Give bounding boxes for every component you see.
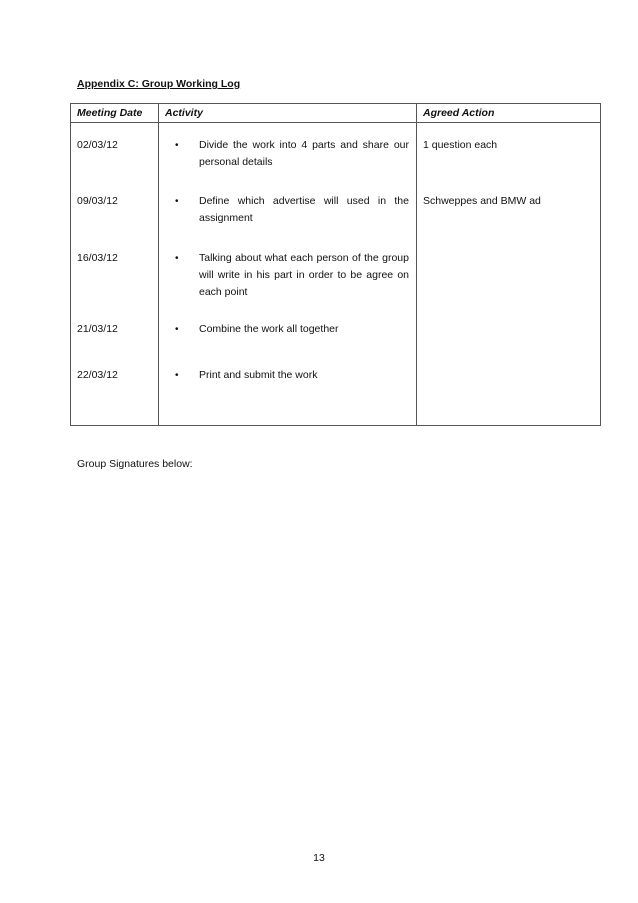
row-4-activity: [175, 321, 409, 338]
header-activity: Activity: [159, 104, 417, 123]
activity-column: [159, 123, 417, 426]
row-4-activity-text: Combine the work all together: [199, 323, 339, 335]
bullet-icon: •: [175, 196, 179, 207]
row-1-date: 02/03/12: [77, 139, 118, 151]
bullet-icon: •: [175, 370, 179, 381]
row-5-activity: [175, 367, 409, 384]
table-body-row: [71, 123, 601, 426]
row-2-date: 09/03/12: [77, 195, 118, 207]
row-3-activity: [175, 250, 409, 301]
group-signatures-label: Group Signatures below:: [77, 458, 193, 470]
bullet-icon: •: [175, 324, 179, 335]
date-column: [71, 123, 159, 426]
row-2-action: Schweppes and BMW ad: [423, 195, 541, 207]
row-1-action: 1 question each: [423, 139, 498, 151]
row-3-date: 16/03/12: [77, 252, 118, 264]
page-number: 13: [313, 852, 325, 864]
row-5-activity-text: Print and submit the work: [199, 369, 318, 381]
row-5-date: 22/03/12: [77, 369, 118, 381]
row-2-activity: [175, 193, 409, 227]
group-working-log-table: [70, 103, 601, 426]
row-3-activity-text: Talking about what each person of the group will write in his part in order to be agree on each point: [199, 252, 409, 298]
row-4-date: 21/03/12: [77, 323, 118, 335]
table-header-row: [71, 104, 601, 123]
row-2-activity-text: Define which advertise will used in the assignment: [199, 195, 409, 224]
header-meeting-date: Meeting Date: [71, 104, 159, 123]
row-1-activity: [175, 137, 409, 171]
header-agreed-action: Agreed Action: [417, 104, 601, 123]
appendix-heading: Appendix C: Group Working Log: [77, 78, 241, 90]
row-1-activity-text: Divide the work into 4 parts and share our personal details: [199, 139, 409, 168]
bullet-icon: •: [175, 253, 179, 264]
bullet-icon: •: [175, 140, 179, 151]
agreed-action-column: [417, 123, 601, 426]
